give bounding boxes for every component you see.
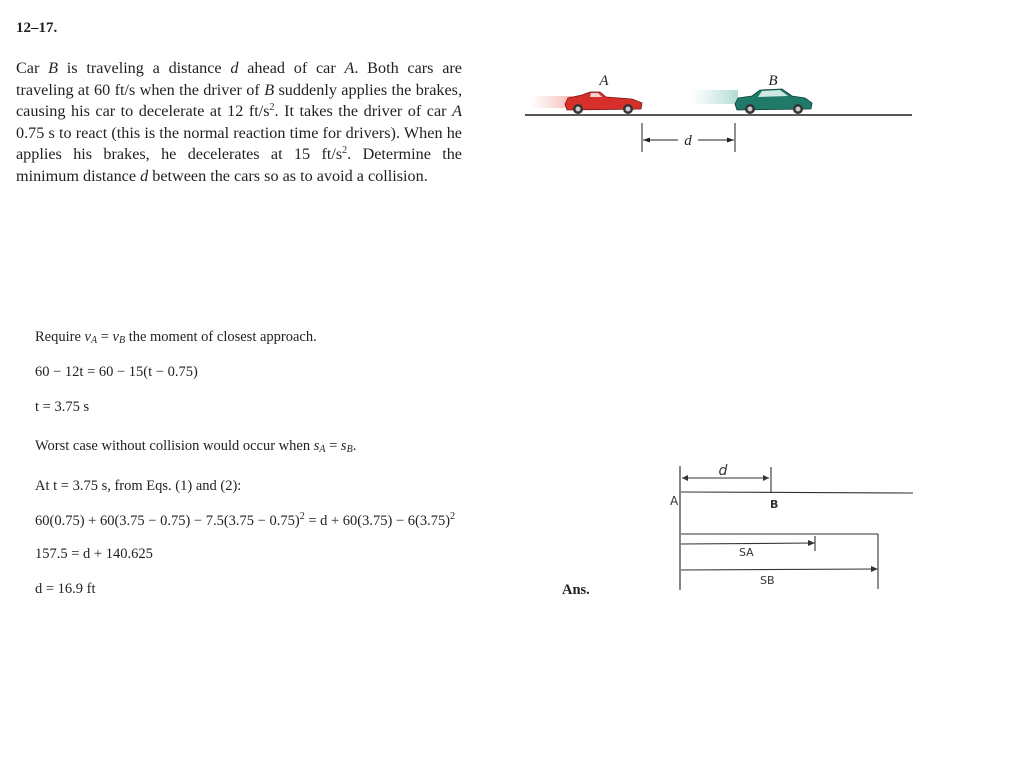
problem-statement: Car B is traveling a distance d ahead of car A. Both cars are traveling at 60 ft/s when the driver of B suddenly applies the brakes, causing his car to decelerate at 12 $ft/s^2$. It takes the driver of car A 0.75 s to react (this is the normal reaction time for drivers). When he applies his brakes, he decelerates at 15 $ft/s^2$. Determine the minimum distance d between the cars so as to avoid a collision. — [16, 59, 463, 185]
distance-d-label: d — [684, 133, 692, 149]
problem-number: 12–17. — [16, 20, 58, 36]
car-b-label: B — [768, 73, 778, 89]
sketch-a-label: A — [670, 494, 679, 508]
solution-line-1: Require $v_A = v_B$ the moment of closest approach. — [35, 329, 317, 346]
solution-line-8: d = 16.9 ft — [35, 581, 96, 597]
sketch-sb-label: SB — [760, 574, 775, 587]
solution-line-5: At t = 3.75 s, from Eqs. (1) and (2): — [35, 478, 242, 494]
answer-label: Ans. — [562, 582, 590, 598]
car-b — [735, 89, 812, 114]
solution-line-4: Worst case without collision would occur when $s_A = s_B$. — [35, 438, 357, 455]
solution-line-6: $60(0.75) + 60(3.75 - 0.75) - 7.5(3.75 - 0.75)^2 = d + 60(3.75) - 6(3.75)^2$ — [35, 511, 456, 529]
solution-line-2: 60 − 12t = 60 − 15(t − 0.75) — [35, 364, 198, 380]
hand-sketch — [665, 458, 915, 598]
car-a — [565, 92, 642, 114]
cars-figure — [520, 68, 920, 158]
sketch-d-label: d — [718, 463, 728, 479]
solution-line-3: t = 3.75 s — [35, 399, 90, 415]
solution-line-7: 157.5 = d + 140.625 — [35, 546, 153, 562]
car-b-motion-trail — [690, 90, 738, 104]
sketch-b-label: B — [770, 498, 779, 511]
sketch-sa-label: SA — [739, 546, 754, 559]
car-a-label: A — [599, 73, 609, 89]
